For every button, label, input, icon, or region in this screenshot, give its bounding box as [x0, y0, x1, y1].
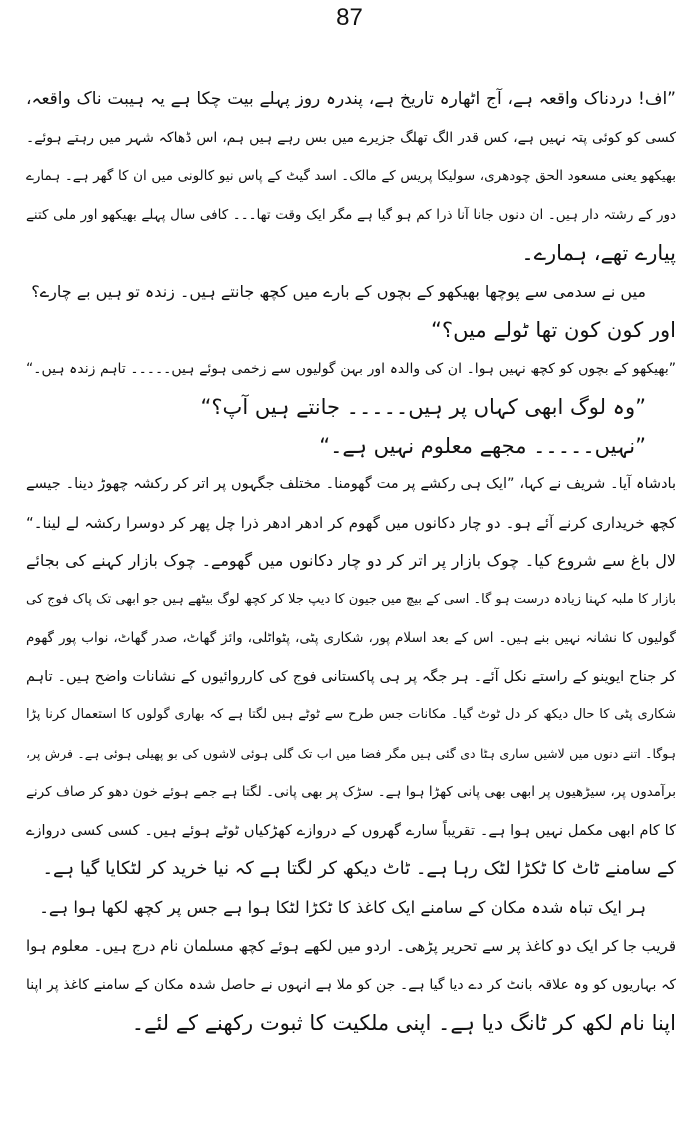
- text-line: گولیوں کا نشانہ نہیں بنے ہیں۔ اس کے بعد اسلام پور، شکاری پٹی، پٹواٹلی، وائز گھاٹ، صدر گھاٹ، نواب پور گھوم: [26, 630, 676, 646]
- text-line: کے سامنے ٹاٹ کا ٹکڑا لٹک رہا ہے۔ ٹاٹ دیکھ کر لگتا ہے کہ نیا خرید کر لٹکایا گیا ہے۔: [42, 858, 676, 879]
- text-line: برآمدوں پر، سیڑھیوں پر ابھی بھی پانی کھڑا ہوا ہے۔ سڑک پر بھی پانی۔ لگتا ہے جمے ہوئے خون دھو کر صاف کرنے: [26, 784, 676, 800]
- text-line: میں نے سدمی سے پوچھا بھیکھو کے بچوں کے بارے میں کچھ جانتے ہیں۔ زندہ تو ہیں بے چارے؟: [31, 281, 646, 301]
- text-line: دور کے رشتہ دار ہیں۔ ان دنوں جانا آنا ذرا کم ہو گیا ہے مگر ایک وقت تھا۔۔۔ کافی سال پہلے بھیکھو اور ملی کتنے: [26, 206, 676, 223]
- text-line: کہ بہاریوں کو وہ علاقہ بانٹ کر دے دیا گیا ہے۔ جن کو ملا ہے انہوں نے حاصل شدہ مکان کے سامنے کاغذ پر اپنا: [26, 976, 676, 993]
- text-line: ہر ایک تباہ شدہ مکان کے سامنے ایک کاغذ کا ٹکڑا لٹکا ہوا ہے جس پر کچھ لکھا ہوا ہے۔: [39, 897, 646, 917]
- page-number: 87: [336, 4, 363, 31]
- text-line: اور کون کون تھا ٹولے میں؟“: [431, 318, 676, 342]
- text-line: بازار کا ملبہ کہنا زیادہ درست ہو گا۔ اسی کے بیچ میں جیون کا دیپ جلا کر کچھ لوگ بیٹھے ہیں جو ابھی تک پاک فوج کی: [26, 591, 676, 607]
- text-line: اپنا نام لکھ کر ٹانگ دیا ہے۔ اپنی ملکیت کا ثبوت رکھنے کے لئے۔: [131, 1011, 676, 1035]
- text-line: پیارے تھے، ہمارے۔: [521, 241, 676, 265]
- text-line: کا کام ابھی مکمل نہیں ہوا ہے۔ تقریباً سارے گھروں کے دروازے کھڑکیاں ٹوٹے ہوئے ہیں۔ کسی کسی دروازے: [26, 822, 676, 839]
- text-line: ”اف! دردناک واقعہ ہے، آج اٹھارہ تاریخ ہے، پندرہ روز پہلے بیت چکا ہے یہ ہیبت ناک واقعہ،: [26, 89, 676, 109]
- text-line: قریب جا کر ایک دو کاغذ پر سے تحریر پڑھی۔ اردو میں لکھے ہوئے کچھ مسلمان نام درج ہیں۔ معلوم ہوا: [26, 937, 676, 955]
- text-line: لال باغ سے شروع کیا۔ چوک بازار پر اتر کر دو چار دکانوں میں گھومے۔ چوک بازار کہنے کی بجائے: [26, 551, 676, 570]
- text-line: کچھ خریداری کرنے آئے ہو۔ دو چار دکانوں میں گھوم کر ادھر ادھر ذرا چل پھر کر دوسرا رکشہ لے لینا۔“: [26, 513, 676, 532]
- text-line: ”وہ لوگ ابھی کہاں پر ہیں۔۔۔۔۔ جانتے ہیں آپ؟“: [200, 395, 646, 419]
- text-line: شکاری پٹی کا حال دیکھ کر دل ٹوٹ گیا۔ مکانات جس طرح سے ٹوٹے ہیں لگتا ہے کہ بھاری گولوں کا استعمال کرنا پڑا: [26, 707, 676, 722]
- text-line: ہوگا۔ اتنے دنوں میں لاشیں ساری ہٹا دی گئی ہیں مگر فضا میں اب تک گلی ہوئی لاشوں کی بو پھیلی ہوئی ہے۔ فرش پر،: [26, 745, 676, 761]
- page-text: [26, 80, 676, 1043]
- text-line: کر جناح ایوینو کے راستے نکل آئے۔ ہر جگہ پر ہی پاکستانی فوج کی کارروائیوں کے نشانات واضح ہیں۔ تاہم: [26, 668, 676, 685]
- text-line: ”نہیں۔۔۔۔۔ مجھے معلوم نہیں ہے۔“: [319, 433, 646, 458]
- text-line: کسی کو کوئی پتہ نہیں ہے، کس قدر الگ تھلگ جزیرے میں بس رہے ہیں ہم، اس ڈھاکہ شہر میں رہتے ہوئے۔: [26, 129, 676, 146]
- text-line: بھیکھو یعنی مسعود الحق چودھری، سولیکا پریس کے مالک۔ اسد گیٹ کے پاس نیو کالونی میں ان کا گھر ہے۔ ہمارے: [26, 168, 676, 184]
- text-line: بادشاہ آیا۔ شریف نے کہا، ”ایک ہی رکشے پر مت گھومنا۔ مختلف جگہوں پر اتر کر رکشہ چھوڑ دینا۔ جیسے: [26, 476, 676, 492]
- text-line: ”بھیکھو کے بچوں کو کچھ نہیں ہوا۔ ان کی والدہ اور بہن گولیوں سے زخمی ہوئے ہیں۔۔۔۔۔ تاہم زندہ ہیں۔“: [26, 360, 676, 377]
